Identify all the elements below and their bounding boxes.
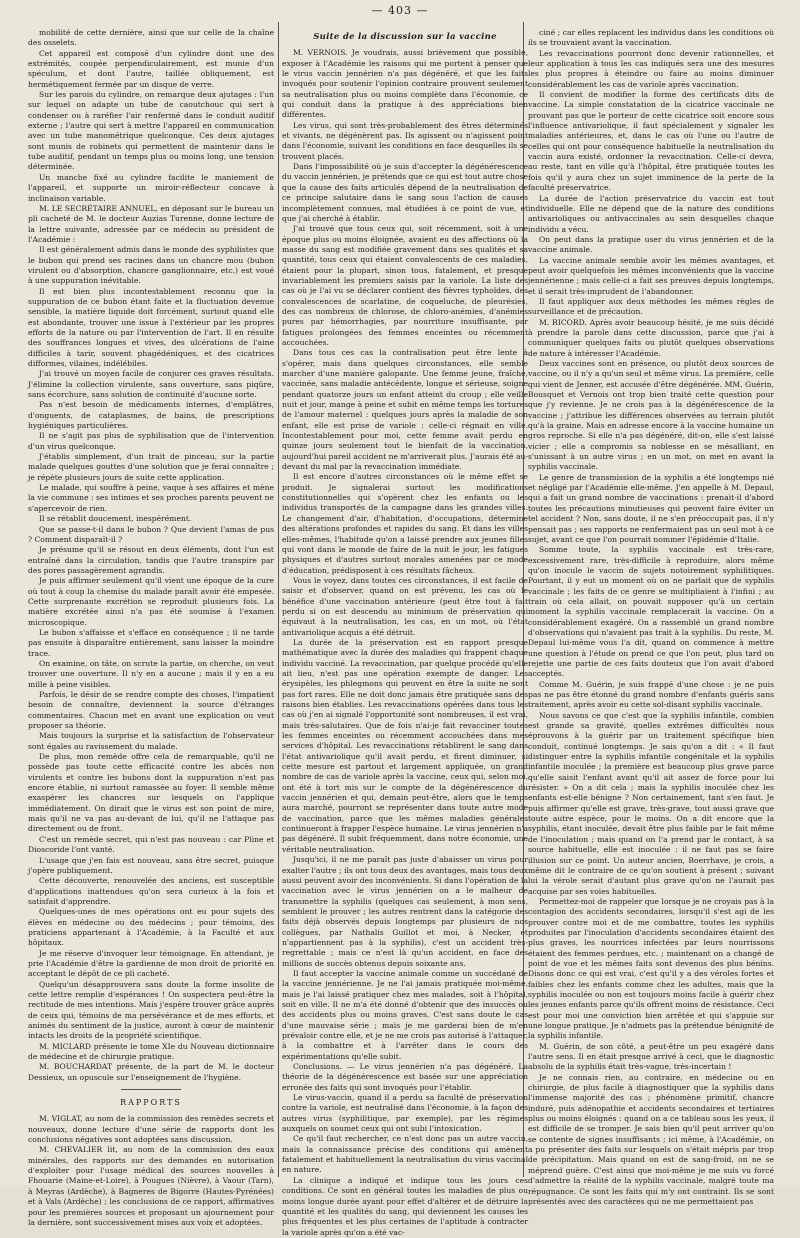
- paragraph: Somme toute, la syphilis vaccinale est très-rare, excessivement rare, très-difficile à reproduire, alors même qu'on inocule le vaccin de sujets notoirement syphilitiques. Pourtant, il y eut un moment où on ne parlait que de syphilis vaccinale ; les faits de ce genre se multipliaient à l'infini ; au train où cela allait, on pouvait supposer qu'à un certain moment la syphilis vaccinale remplacerait la vaccine. On a considérablement exagéré. On a rassemblé un grand nombre d'observations qui n'avaient pas trait à la syphilis. Du reste, M. Depaul lui-même vous l'a dit, quand on commence à mettre une question à l'étude on prend ce que l'on peut, plus tard on rejette une partie de ces faits douteux que l'on avait d'abord acceptés.: [528, 545, 774, 679]
- paragraph: J'établis simplement, d'un trait de pinceau, sur la partie malade quelques gouttes d'une solution que je ferai connaître ; je répète plusieurs jours de suite cette application.: [28, 452, 274, 482]
- rapports-heading: RAPPORTS: [120, 1098, 182, 1108]
- section-divider: [121, 1089, 181, 1090]
- discussion-heading: Suite de la discussion sur la vaccine: [313, 32, 497, 42]
- paragraph: M. BOUCHARDAT présente, de la part de M. le docteur Dessieux, un opuscule sur l'enseignement de l'hygiène.: [28, 1062, 274, 1082]
- paragraph: M. MICLARD présente le tome XIe du Nouveau dictionnaire de médecine et de chirurgie pratique.: [28, 1041, 274, 1062]
- paragraph: Mais toujours la surprise et la satisfaction de l'observateur sont égales au ravissement du malade.: [28, 731, 274, 751]
- paragraph: Cette découverte, renouvelée des anciens, est susceptible d'applications inattendues qu'on sera curieux à la fois et satisfait d'apprendre.: [28, 876, 274, 906]
- paragraph: M. VIGLAT, au nom de la commission des remèdes secrets et nouveaux, donne lecture d'une série de rapports dont les conclusions négatives sont adoptées sans discussion.: [28, 1114, 274, 1145]
- paragraph: Deux vaccines sont en présence, ou plutôt deux sources de vaccine, ou il n'y a qu'un seul et même virus. La première, celle qui vient de Jenner, est accusée d'être dégénérée. MM. Guérin, Bousquet et Vernois ont trop bien traité cette question pour que j'y revienne. Je ne crois pas à la dégénérescence de la vaccine ; j'attribue les différences observées au terrain plutôt qu'à la graine. Mais en adresse encore à la vaccine humaine un gros reproche. Si elle n'a pas dégénéré, dit-on, elle s'est laissé vicier ; elle a compromis sa noblesse en se mésalliant, en s'unissant à un autre virus ; en un mot, on met en avant la syphilis vaccinale.: [528, 359, 774, 472]
- paragraph: Vous le voyez, dans toutes ces circonstances, il est facile de saisir et d'observer, quand on est prévenu, les cas où le bénéfice d'une vaccination antérieure (peut être tout à fait perdu si on est descendu au minimum de préservation qui équivaut à la neutralisation, les cas, en un mot, où l'état antivariolique acquis a été détruit.: [282, 575, 528, 637]
- paragraph: Parfois, le désir de se rendre compte des choses, l'impatient besoin de connaître, deviennent la source d'étranges commentaires. Chacun met en avant une explication ou veut proposer sa théorie.: [28, 690, 274, 731]
- paragraph: Le malade, qui souffre à peine, vaque à ses affaires et mène la vie commune : ses intimes et ses proches parents peuvent ne s'apercevoir de rien.: [28, 483, 274, 513]
- paragraph: ciné ; car elles replacent les individus dans les conditions où ils se trouvaient avant la vaccination.: [528, 28, 774, 48]
- paragraph: Nous savons ce que c'est que la syphilis infantile, combien est grande sa gravité, quelles extrêmes difficultés nous éprouvons à la guérir par un traitement spécifique bien conduit, continué longtemps. Je sais qu'on a dit : « Il faut distinguer entre la syphilis infantile congénitale et la syphilis infantile inoculée ; la première est beaucoup plus grave parce qu'elle saisit l'enfant avant qu'il ait assez de force pour lui résister. » On a dit cela ; mais la syphilis inoculée chez les enfants est-elle bénigne ? Non certainement, tant s'en faut. Je puis affirmer qu'elle est grave, très-grave, tout aussi grave que toute autre espèce, pour le moins. On a dit encore que la syphilis, étant inoculée, devait être plus faible par le fait même de l'inoculation ; mais quand on l'a prend par le contact, à sa source habituelle, elle est inoculée : il ne faut pas se faire illusion sur ce point. Un auteur ancien, Boerrhave, je crois, a même dit le contraire de ce qu'on soutient à présent ; suivant lui la vérole serait d'autant plus grave qu'on ne l'aurait pas acquise par ses voies habituelles.: [528, 710, 774, 896]
- paragraph: La clinique a indiqué et indique tous les jours ces conditions. Ce sont en général toutes les maladies de plus ou moins longue durée ayant pour effet d'altérer et de détruire la quantité et les qualités du sang, qui deviennent les causes les plus fréquentes et les plus certaines de l'aptitude à contracter la variole après qu'on a été vac-: [282, 1175, 528, 1237]
- paragraph: Le genre de transmission de la syphilis a été longtemps nié et négligé par l'Académie elle-même. J'en appelle à M. Depaul, qui a fait un grand nombre de vaccinations : prenait-il d'abord toutes les précautions minutieuses qui peuvent faire éviter un tel accident ? Non, sans doute, il ne s'en préoccupait pas, il n'y pensait pas ; ses rapports ne renfermaient pas un seul mot à ce sujet, avant ce que l'on pourrait nommer l'épidémie d'Italie.: [528, 472, 774, 544]
- paragraph: Quelques-unes de mes opérations ont eu pour sujets des élèves en médecine ou des médecins ; pour témoins, des praticiens appartenant à l'Académie, à la Faculté et aux hôpitaux.: [28, 907, 274, 948]
- paragraph: C'est un remède secret, qui n'est pas nouveau : car Pline et Dioscoride l'ont vanté.: [28, 834, 274, 855]
- paragraph: On examine, on tâte, on scrute la partie, on cherche, on veut trouver une ouverture. Il n'y en a aucune ; mais il y en a eu mille à peine visibles.: [28, 658, 274, 689]
- paragraph: Cet appareil est composé d'un cylindre dont une des extrémités, coupée perpendiculairement, est munie d'un spéculum, et dont l'autre, taillée obliquement, est hermétiquement fermée par un disque de verre.: [28, 48, 274, 89]
- paragraph: Jusqu'ici, il ne me paraît pas juste d'abaisser un virus pour exalter l'autre ; ils ont tous deux des avantages, mais tous deux aussi peuvent avoir des inconvénients. Si dans l'opération de la vaccination avec le virus jennérien on a le malheur de transmettre la syphilis (quelques cas seulement, à mon sens, semblent le prouver ; les autres rentrent dans la catégorie des faits déjà observés depuis longtemps par plusieurs de nos collègues, par Nathalis Guillot et moi, à Necker, et n'appartiennent pas à la syphilis), c'est un accident très-regrettable ; mais ce n'est là qu'un accident, en face des millions de succès obtenus depuis soixante ans.: [282, 855, 528, 968]
- column-middle: [282, 28, 528, 1237]
- paragraph: On peut dans la pratique user du virus jennérien et de la vaccine animale.: [528, 234, 774, 255]
- paragraph: Les virus, qui sont très-probablement des êtres déterminés et vivants, ne dégénèrent pas. Ils agissent ou n'agissent point dans l'économie, suivant les conditions en face desquelles ils se trouvent placés.: [282, 120, 528, 161]
- column-left: [28, 28, 274, 1227]
- paragraph: Ce qu'il faut rechercher, ce n'est donc pas un autre vaccin, mais la connaissance précise des conditions qui amènent fatalement et habituellement la neutralisation du virus vaccinal en nature.: [282, 1134, 528, 1175]
- paragraph: Le virus-vaccin, quand il a perdu sa faculté de préservation contre la variole, est neutralisé dans l'économie, à la façon des autres virus (syphilitique, par exemple), par les régimes auxquels on soumet ceux qui ont subi l'intoxication.: [282, 1093, 528, 1134]
- paragraph: Je présume qu'il se résout en deux éléments, dont l'un est entraîné dans la circulation, tandis que l'autre transpire par des pores passagèrement agrandis.: [28, 545, 274, 575]
- paragraph: Un manche fixé au cylindre facilite le maniement de l'appareil, et supporte un miroir-réflecteur concave à inclinaison variable.: [28, 172, 274, 203]
- paragraph: Dans l'impossibilité où je suis d'accepter la dégénérescence du vaccin jennérien, je prétends que ce qui est tout autre chose que la cause des faits articulés dépend de la neutralisation de ce principe salutaire dans le sang sous l'action de causes incomplètement connues, mal étudiées à ce point de vue, et que j'ai cherché à établir.: [282, 162, 528, 223]
- column-divider: [278, 22, 279, 1177]
- paragraph: Que se passe-t-il dans le bubon ? Que devient l'amas de pus ? Comment disparaît-il ?: [28, 524, 274, 544]
- paragraph: Quelqu'un désapprouvera sans doute la forme insolite de cette lettre remplie d'espérances ! On suspectera peut-être la rectitude de mes intentions. Mais j'espère trouver grâce auprès de ceux qui, témoins de ma persévérance et de mes efforts, et animés du sentiment de la justice, auront à cœur de maintenir intacts les droits de la propriété scientifique.: [28, 979, 274, 1041]
- paragraph: M. CHEVALIER lit, au nom de la commission des eaux minérales, des rapports sur des demandes en autorisation d'exploiter pour l'usage médical des sources nouvelles à Fhouarie (Maine-et-Loire), à Pougues (Nièvre), à Vaour (Tarn), à Meyras (Ardèche), à Bagneres de Bigorre (Hautes-Pyrénées) et à Vals (Ardèche) ; les conclusions de ce rapport, affirmatives pour les premières sources et proposant un ajournement pour la dernière, sont successivement mises aux voix et adoptées.: [28, 1145, 274, 1227]
- paragraph: J'ai trouvé un moyen facile de conjurer ces graves résultats. J'élimine la collection virulente, sans ouverture, sans piqûre, sans écorchure, sans solution de continuité d'aucune sorte.: [28, 369, 274, 400]
- paragraph: M. LE SECRÉTAIRE ANNUEL, en déposant sur le bureau un pli cacheté de M. le docteur Auzias Turenne, donne lecture de la lettre suivante, adressée par ce médecin au président de l'Académie :: [28, 203, 274, 244]
- paragraph: L'usage que j'en fais est nouveau, sans être secret, puisque j'opère publiquement.: [28, 855, 274, 875]
- paragraph: La vaccine animale semble avoir les mêmes avantages, et peut avoir quelquefois les mêmes inconvénients que la vaccine jennérienne ; mais celle-ci a fait ses preuves depuis longtemps, et il serait très-imprudent de l'abandonner.: [528, 255, 774, 296]
- paragraph: Il convient de modifier la forme des certificats dits de vaccine. La simple constatation de la cicatrice vaccinale ne prouvant pas que le porteur de cette cicatrice soit encore sous l'influence antivariolique, il faut spécialement y signaler les maladies antérieures, et, dans le cas où l'une ou l'autre de celles qui ont pour conséquence habituelle la neutralisation du vaccin aura existé, ordonner la revaccination. Celle-ci devra, au reste, tant en ville qu'à l'hôpital, être pratiquée toutes les fois qu'il y aura chez un sujet imminence de la perte de la faculté préservatrice.: [528, 90, 774, 193]
- paragraph: Permettez-moi de rappeler que lorsque je ne croyais pas à la contagion des accidents secondaires, lorsqu'il s'est agi de les prouver contre moi et de me combattre, toutes les syphilis produites par l'inoculation d'accidents secondaires étaient des plus graves, les nourrices infectées par leurs nourrissons étaient des femmes perdues, etc. ; maintenant on a changé de point de vue et les mêmes faits sont devenus des plus bénins. Disons donc ce qui est vrai, c'est qu'il y a des véroles fortes et faibles chez les enfants comme chez les adultes, mais que la syphilis inoculée ou non est toujours moins facile à guérir chez les jeunes enfants parce qu'ils offrent moins de résistance. Ceci est pour moi une conviction bien arrêtée et qui s'appuie sur une longue pratique. Je n'admets pas la prétendue bénignité de la syphilis infantile.: [528, 896, 774, 1041]
- paragraph: La durée de la préservation est en rapport presque mathématique avec la durée des maladies qui frappent chaque individu vacciné. La revaccination, par quelque procédé qu'elle ait lieu, n'est pas une opération exempte de danger. Les érysipèles, les phlegmons qui peuvent en être la suite ne sont pas fort rares. Elle ne doit donc jamais être pratiquée sans des raisons bien établies. Les revaccinations opérées dans tous les cas où j'en ai signalé l'opportunité sont nombreuses, il est vrai, mais très-salutaires. Que de fois n'ai-je fait revacciner toutes les femmes enceintes ou récemment accouchées dans mes services d'hôpital. Les revaccinations rétablirent le sang dans l'état antivariolique qu'il avait perdu, et firent diminuer, si cette mesure est partout et largement appliquée, un grand nombre de cas de variole après la vaccine, ceux qui, selon moi, ont été à tort mis sur le compte de la dégénérescence du vaccin jennérien et qui, demain peut-être, alors que le temps aura marché, pourront se représenter dans toute autre mode de vaccination, parce que les mêmes maladies générales continueront à frapper l'espèce humaine. Le virus jennérien n'a pas dégénéré. Il subit fréquemment, dans notre économie, une véritable neutralisation.: [282, 637, 528, 854]
- paragraph: J'ai trouvé que tous ceux qui, soit récemment, soit à une époque plus ou moins éloignée, avaient eu des affections où la masse du sang est modifiée gravement dans ses qualités et sa quantité, tous ceux qui étaient convalescents de ces maladies, étaient pour la plupart, sinon tous, fatalement, et presque invariablement les premiers saisis par la variole. La liste des cas où je l'ai vu se déclarer contient des fièvres typhoïdes, des convalescences de scarlatine, de coqueluche, de pleurésies, des cas nombreux de chlorose, de chloro-anémies, d'anémies pures par hémorrhagies, par nourriture insuffisante, par fatigues prolongées des femmes enceintes ou récemment accouchées.: [282, 224, 528, 347]
- paragraph: Il faut accepter la vaccine animale comme un succédané de la vaccine jennérienne. Je ne l'ai jamais pratiquée moi-même, mais je l'ai laissé pratiquer chez mes malades, soit à l'hôpital, soit en ville. Il ne m'a été donné d'obtenir que des insuccès ou des accidents plus ou moins graves. C'est sans doute le cas d'une mauvaise série ; mais je me garderai bien de m'en prévaloir contre elle, et je ne me crois pas autorisé à l'attaquer, à la combattre et à l'arrêter dans le cours des expérimentations qu'elle subit.: [282, 968, 528, 1061]
- paragraph: La durée de l'action préservatrice du vaccin est tout individuelle. Elle ne dépend que de la nature des conditions antivarioliques ou antivaccinales au sein desquelles chaque individu a vécu.: [528, 193, 774, 234]
- paragraph: Il ne s'agit pas plus de syphilisation que de l'intervention d'un virus quelconque.: [28, 431, 274, 451]
- paragraph: Il faut appliquer aux deux méthodes les mêmes règles de surveillance et de précaution.: [528, 296, 774, 317]
- paragraph: M. Guérin, de son côté, a peut-être un peu exagéré dans l'autre sens. Il en était presque arrivé à ceci, que le diagnostic absolu de la syphilis était très-vague, très-incertain !: [528, 1041, 774, 1072]
- paragraph: Sur les parois du cylindre, on remarque deux ajutages : l'un sur lequel on adapte un tube de caoutchouc qui sert à condenser ou à raréfier l'air renfermé dans le conduit auditif externe ; l'autre qui sert à mettre l'appareil en communication avec un tube manométrique quelconque. Ces deux ajutages sont munis de robinets qui permettent de maintenir dans le tube auditif, pendant un temps plus ou moins long, une tension déterminée.: [28, 90, 274, 172]
- paragraph: mobilité de cette dernière, ainsi que sur celle de la chaîne des osselets.: [28, 28, 274, 48]
- paragraph: M. RICORD. Après avoir beaucoup hésité, je me suis décidé à prendre la parole dans cette discussion, parce que j'ai à communiquer quelques faits ou plutôt quelques observations de nature à intéresser l'Académie.: [528, 317, 774, 358]
- column-right: [528, 28, 774, 1206]
- paragraph: De plus, mon remède offre cela de remarquable, qu'il ne possède pas toute cette efficacité contre les abcès non virulents et contre les bubons dont la suppuration n'est pas encore établie, ni surtout ramassée au foyer. Il semble même exaspérer les chancres sur lesquels on l'applique immédiatement. On dirait que le virus est son point de mire, mais qu'il ne va pas au-devant de lui, qu'il ne l'attaque pas directement ou de front.: [28, 752, 274, 834]
- paragraph: Il se rétablit doucement, inespérément.: [39, 514, 192, 524]
- paragraph: Dans tous ces cas la contralisation peut être lente à s'opérer, mais dans quelques circonstances, elle semble marcher d'une manière galopante. Une femme jeune, fraîche, vaccinée, sans maladie antécédente, longue et sérieuse, soigne pendant quatorze jours un enfant atteint du croup ; elle veille nuit et jour, mange à peine et subit en même temps les tortures de l'amour maternel : quelques jours après la maladie de son enfant, elle est prise de variole : celle-ci régnait en ville. Incontestablement pour moi, cette femme avait perdu en quinze jours seulement tout le bienfait de la vaccination, aujourd'hui pareil accident ne m'arriverait plus. J'aurais été au-devant du mal par la revaccination immédiate.: [282, 348, 528, 472]
- paragraph: Les revaccinations pourront donc devenir rationnelles, et leur application à tous les cas indiqués sera une des mesures les plus propres à éteindre ou faire au moins diminuer considérablement les cas de variole après vaccination.: [528, 48, 774, 89]
- paragraph: Conclusions. — Le virus jennérien n'a pas dégénéré. La théorie de la dégénérescence est basée sur une appréciation erronée des faits qui sont invoqués pour l'établir.: [282, 1062, 528, 1092]
- paragraph: Je me réserve d'invoquer leur témoignage. En attendant, je prie l'Académie d'être la gardienne de mon droit de priorité en acceptant le dépôt de ce pli cacheté.: [28, 948, 274, 979]
- paragraph: Pas n'est besoin de médicaments internes, d'emplâtres, d'onguents, de cataplasmes, de bains, de prescriptions hygiéniques particulières.: [28, 400, 274, 431]
- paragraph: Comme M. Guérin, je suis frappé d'une chose : je ne puis pas ne pas être étonné du grand nombre d'enfants guéris sans traitement, après avoir eu cette sol-disant syphilis vaccinale.: [528, 679, 774, 710]
- paragraph: Je ne connais rien, au contraire, en médecine ou en chirurgie, de plus facile à diagnostiquer que la syphilis dans l'immense majorité des cas ; phénomène primitif, chancre induré, puis adénopathie et accidents secondaires et tertiaires plus ou moins éloignés : quand on a ce tableau sous les yeux, il est difficile de se tromper. Je sais bien qu'il peut arriver qu'on se contente de signes insuffisants ; ici même, à l'Académie, on a pu présenter des faits sur lesquels on s'était mépris par trop de précipitation. Mais quand on est de sang-froid, on ne se méprend guère. C'est ainsi que moi-même je me suis vu forcé d'admettre la réalité de la syphilis vaccinale, malgré toute ma répugnance. Ce sont les faits qui m'y ont contraint. Ils se sont présentés avec des caractères qui ne me permettaient pas: [528, 1072, 774, 1206]
- paragraph: Il est encore d'autres circonstances où le même effet se produit. Je signalerai surtout les modifications constitutionnelles qui s'opèrent chez les enfants ou les individus transportés de la campagne dans les grandes villes. Le changement d'air, d'habitation, d'occupations, détermine des altérations profondes et rapides du sang. Et dans les villes elles-mêmes, l'habitude qu'on a laissé prendre aux jeunes filles qui vont dans le monde de faire de la nuit le jour, les fatigues physiques et d'autres surtout morales amenées par ce mode d'éducation, prédisposent à ces résultats fâcheux.: [282, 472, 528, 575]
- paragraph: Il est généralement admis dans le monde des syphilistes que le bubon qui prend ses racines dans un chancre mou (bubon virulent ou d'absorption, chancre ganglionnaire, etc.) est voué à une suppuration inévitable.: [28, 245, 274, 286]
- paragraph: Je puis affirmer seulement qu'il vient une époque de la cure où tout à coup la chemise du malade paraît avoir été empesée. Cette surprenante excrétion se reproduit plusieurs fois. La matière excrétée ainsi n'a pas été soumise à l'examen microscopique.: [28, 576, 274, 627]
- paragraph: M. VERNOIS. Je voudrais, aussi brièvement que possible, exposer à l'Académie les raisons qui me portent à penser que le virus vaccin jennérien n'a pas dégénéré, et que les faits invoqués pour soutenir l'opinion contraire prouvent seulement sa neutralisation plus ou moins complète dans l'économie, ce qui conduit dans la pratique à des appréciations bien différentes.: [282, 48, 528, 120]
- page-number: — 403 —: [371, 4, 429, 17]
- paragraph: Le bubon s'affaisse et s'efface en conséquence ; il ne tarde pas ensuite à disparaître entièrement, sans laisser la moindre trace.: [28, 627, 274, 658]
- paragraph: Il est bien plus incontestablement reconnu que la suppuration de ce bubon étant faite et la fluctuation devenue sensible, la matière liquide doit forcément, surtout quand elle est abondante, trouver une issue à l'extérieur par les propres efforts de la nature ou par l'intervention de l'art. Il en résulte des souffrances longues et vives, des ulcérations de l'aine difficiles à tarir, souvent phagédéniques, et des cicatrices difformes, vilaines, indélébiles.: [28, 286, 274, 368]
